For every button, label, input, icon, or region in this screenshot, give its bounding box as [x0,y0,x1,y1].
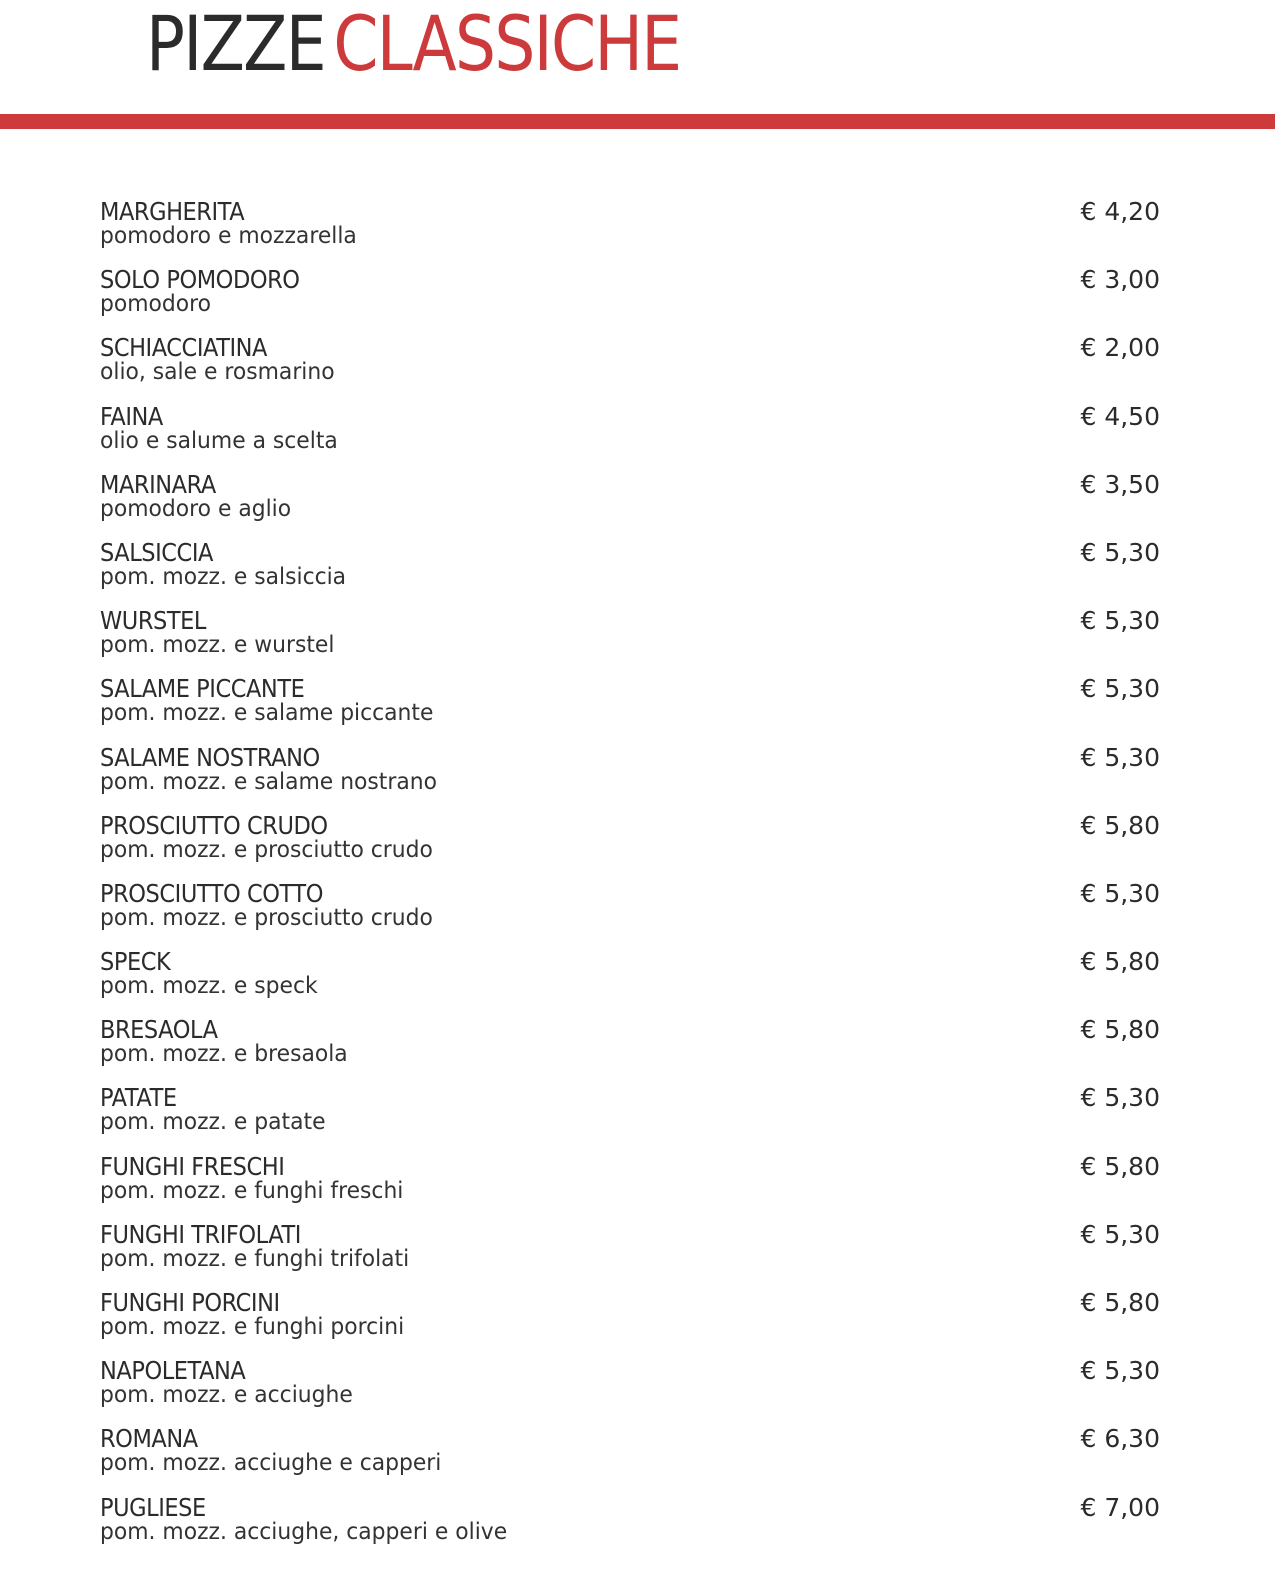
menu-item-description: pom. mozz. e funghi trifolati [100,1245,410,1272]
menu-item-name: SALAME NOSTRANO [100,742,320,772]
menu-item-description: pomodoro [100,291,212,318]
menu-item-price: € 7,00 [1080,1492,1160,1522]
menu-item-name: PATATE [100,1083,177,1113]
menu-item-name: WURSTEL [100,606,206,636]
menu-item-description: pom. mozz. e salsiccia [100,563,347,590]
menu-item-price: € 5,80 [1080,1288,1160,1317]
menu-item-description: pom. mozz. acciughe, capperi e olive [100,1518,508,1545]
menu-item-description: pom. mozz. e salame nostrano [100,768,437,795]
menu-item [100,1288,1160,1356]
menu-item [100,1015,1160,1083]
menu-item [100,879,1160,947]
menu-item-name: SALAME PICCANTE [100,674,305,704]
menu-item [100,1083,1160,1151]
menu-item-description: pom. mozz. e prosciutto crudo [100,904,433,931]
menu-item-name: ROMANA [100,1424,198,1454]
menu-item-name: FUNGHI PORCINI [100,1288,280,1317]
menu-item-description: pom. mozz. e patate [100,1109,326,1136]
menu-item-price: € 5,30 [1080,674,1160,704]
menu-item-price: € 5,30 [1080,1219,1160,1249]
menu-item [100,743,1160,811]
menu-item-description: olio, sale e rosmarino [100,359,335,386]
menu-list [100,197,1160,1561]
menu-item-description: pomodoro e mozzarella [100,223,357,249]
menu-item-description: pom. mozz. e wurstel [100,632,335,659]
title-word-pizze: PIZZE [146,0,325,88]
menu-item-name: BRESAOLA [100,1015,218,1045]
menu-item-name: PUGLIESE [100,1492,206,1522]
menu-item [100,1424,1160,1492]
menu-item-name: PROSCIUTTO CRUDO [100,810,328,840]
menu-item-description: pom. mozz. e funghi porcini [100,1314,405,1340]
menu-item-description: pom. mozz. acciughe e capperi [100,1450,442,1477]
menu-item [100,402,1160,470]
menu-item-name: NAPOLETANA [100,1356,246,1386]
menu-item-price: € 5,80 [1080,1151,1160,1181]
menu-item-name: MARINARA [100,469,216,499]
menu-item-description: olio e salume a scelta [100,427,338,454]
menu-item-price: € 5,80 [1080,1015,1160,1045]
menu-item-name: SALSICCIA [100,537,213,567]
menu-item-description: pom. mozz. e speck [100,973,318,1000]
menu-item [100,197,1160,265]
menu-item-name: FUNGHI FRESCHI [100,1151,285,1181]
menu-item [100,1493,1160,1561]
menu-item [100,333,1160,401]
menu-item [100,811,1160,879]
menu-item-price: € 3,50 [1080,469,1160,499]
menu-item-price: € 5,80 [1080,947,1160,977]
menu-item-price: € 4,20 [1080,197,1160,226]
menu-item-price: € 5,30 [1080,606,1160,636]
menu-item-name: FUNGHI TRIFOLATI [100,1219,301,1249]
menu-item-price: € 5,30 [1080,1083,1160,1113]
header-divider [0,114,1275,129]
menu-item-price: € 5,30 [1080,742,1160,772]
menu-item-description: pom. mozz. e prosciutto crudo [100,836,433,863]
menu-item-description: pom. mozz. e salame piccante [100,700,434,727]
menu-item-name: SCHIACCIATINA [100,333,268,363]
title-word-classiche: CLASSICHE [333,0,681,88]
menu-item-name: SOLO POMODORO [100,265,300,295]
menu-item-price: € 5,80 [1080,810,1160,840]
menu-item [100,470,1160,538]
menu-item-price: € 3,00 [1080,265,1160,295]
menu-item-description: pomodoro e aglio [100,495,292,522]
menu-item-price: € 5,30 [1080,537,1160,567]
menu-item-price: € 6,30 [1080,1424,1160,1454]
menu-item-price: € 4,50 [1080,401,1160,431]
menu-item-name: FAINA [100,401,163,431]
menu-item-price: € 5,30 [1080,878,1160,908]
menu-item-price: € 2,00 [1080,333,1160,363]
menu-item [100,1220,1160,1288]
menu-item-description: pom. mozz. e bresaola [100,1041,348,1068]
menu-item-description: pom. mozz. e acciughe [100,1382,353,1409]
menu-item [100,606,1160,674]
menu-item-price: € 5,30 [1080,1356,1160,1386]
menu-item [100,1152,1160,1220]
menu-item-description: pom. mozz. e funghi freschi [100,1177,404,1204]
menu-item-name: MARGHERITA [100,197,245,226]
menu-item-name: PROSCIUTTO COTTO [100,878,323,908]
menu-item [100,538,1160,606]
menu-item-name: SPECK [100,947,171,977]
menu-item [100,1356,1160,1424]
menu-item [100,674,1160,742]
menu-item [100,947,1160,1015]
menu-item [100,265,1160,333]
page-title [146,0,681,88]
